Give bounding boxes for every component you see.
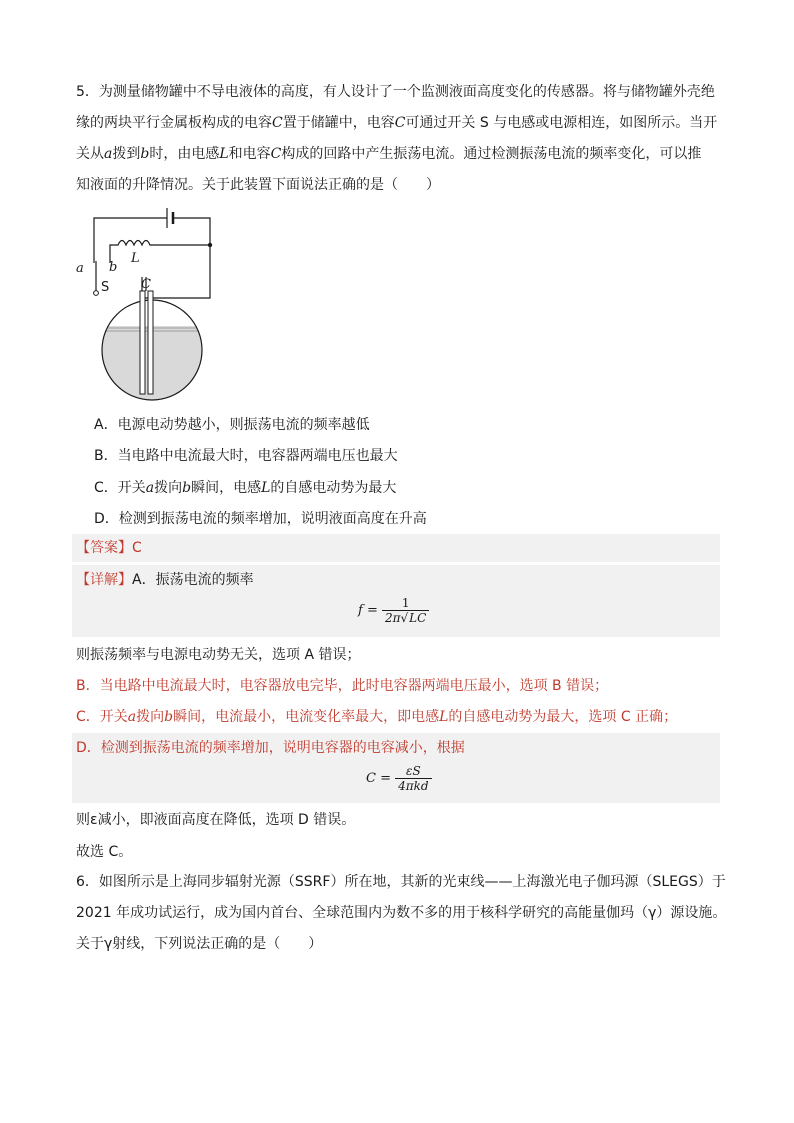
answer-line: 【答案】C xyxy=(76,540,142,556)
final-conclusion: 故选 C。 xyxy=(76,844,133,860)
capacitor-plate-left xyxy=(140,291,145,394)
answer-shade-1 xyxy=(72,534,720,562)
detail-d: D．检测到振荡电流的频率增加，说明电容器的电容减小，根据 xyxy=(76,740,465,756)
option-a: A．电源电动势越小，则振荡电流的频率越低 xyxy=(94,417,370,433)
label-b: b xyxy=(109,260,118,275)
q6-line-1: 6．如图所示是上海同步辐射光源（SSRF）所在地，其新的光束线——上海激光电子伽玛源（SLEGS）于 xyxy=(76,874,726,890)
option-d: D．检测到振荡电流的频率增加，说明液面高度在升高 xyxy=(94,511,427,527)
label-S: S xyxy=(101,280,110,295)
label-C: C xyxy=(141,277,151,292)
label-L: L xyxy=(131,251,140,266)
q5-line-4: 知液面的升降情况。关于此装置下面说法正确的是（ ） xyxy=(76,177,440,193)
detail-line: 【详解】A．振荡电流的频率 xyxy=(76,572,254,588)
junction-dot xyxy=(208,243,212,247)
label-a: a xyxy=(76,261,84,276)
q5-line-3: 关从a拨到b时，由电感L和电容C构成的回路中产生振荡电流。通过检测振荡电流的频率变化，可以推 xyxy=(76,146,702,162)
switch-pivot xyxy=(94,291,99,296)
q6-line-3: 关于γ射线，下列说法正确的是（ ） xyxy=(76,936,323,952)
capacitor-plate-right xyxy=(148,291,153,394)
q5-line-1: 5．为测量储物罐中不导电液体的高度，有人设计了一个监测液面高度变化的传感器。将与储物罐外壳绝 xyxy=(76,84,715,100)
inductor-coil xyxy=(110,241,210,264)
option-c: C．开关a拨向b瞬间，电感L的自感电动势为最大 xyxy=(94,480,397,496)
detail-d-conclusion: 则ε减小，即液面高度在降低，选项 D 错误。 xyxy=(76,812,356,828)
q5-line-2: 缘的两块平行金属板构成的电容C置于储罐中，电容C可通过开关 S 与电感或电源相连，如图所示。当开 xyxy=(76,115,718,131)
detail-b: B．当电路中电流最大时，电容器放电完毕，此时电容器两端电压最小，选项 B 错误； xyxy=(76,678,609,694)
option-b: B．当电路中电流最大时，电容器两端电压也最大 xyxy=(94,448,398,464)
detail-a-conclusion: 则振荡频率与电源电动势无关，选项 A 错误； xyxy=(76,647,361,663)
q6-line-2: 2021 年成功试运行，成为国内首台、全球范围内为数不多的用于核科学研究的高能量伽玛（γ）源设施。 xyxy=(76,905,727,921)
capacitance-formula: C = $\frac{\varepsilon S}{\text{4πkd}}$ xyxy=(366,764,432,793)
circuit-diagram xyxy=(72,203,232,403)
detail-c: C．开关a拨向b瞬间，电流最小，电流变化率最大，即电感L的自感电动势为最大，选项 C 正确； xyxy=(76,709,678,725)
frequency-formula: f = $\frac{1}{2\pi√LC}$ xyxy=(358,596,429,625)
